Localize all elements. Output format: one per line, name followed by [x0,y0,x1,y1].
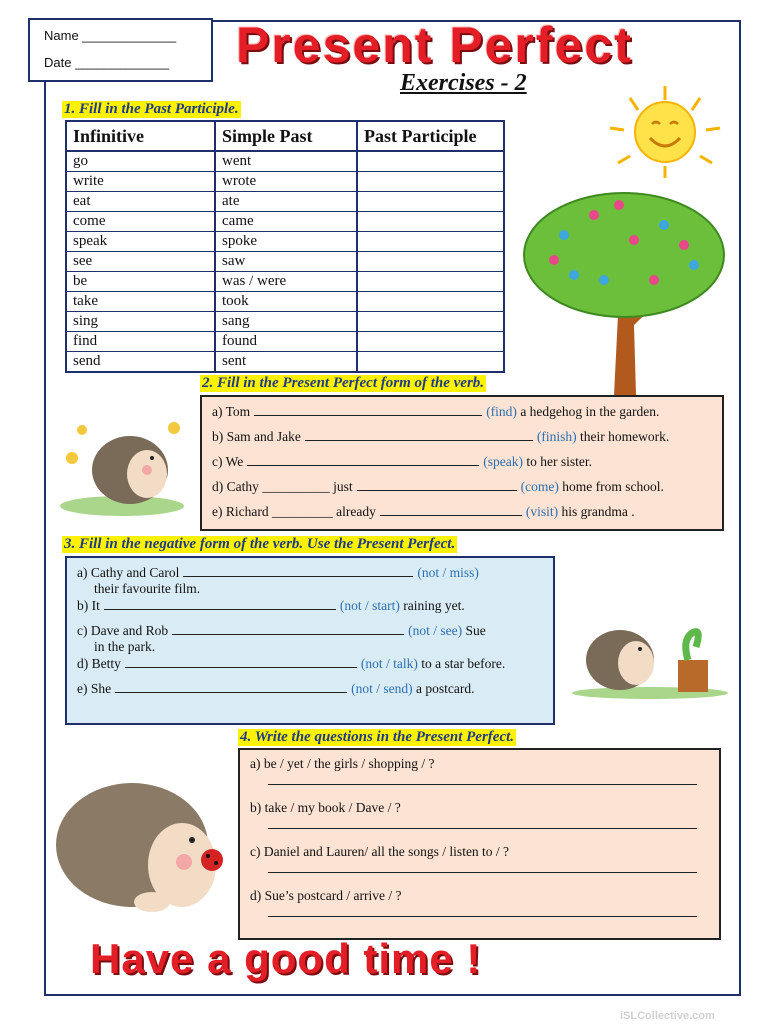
item-rest: to her sister. [523,454,593,469]
hedgehog-with-caterpillar-illustration [570,605,732,700]
item-rest: their homework. [576,429,670,444]
verb-hint: (not / start) [339,598,400,613]
item-continuation: in the park. [94,639,156,654]
answer-line[interactable] [268,916,697,917]
past-participle-answer-cell[interactable] [357,272,504,292]
question-item [250,888,709,932]
table-row [66,151,504,172]
date-field[interactable]: Date _____________ [44,55,170,70]
infinitive-cell: eat [66,192,215,212]
answer-blank[interactable] [254,403,482,416]
question-item [250,756,709,800]
verb-hint: (not / see) [408,623,463,638]
item-label: d) Cathy __________ just [212,479,353,494]
item-rest: a hedgehog in the garden. [516,404,660,419]
question-prompt: b) take / my book / Dave / ? [250,800,401,815]
item-label: a) Cathy and Carol [77,565,180,580]
table-header-row [66,121,504,151]
question-prompt: a) be / yet / the girls / shopping / ? [250,756,435,771]
infinitive-cell: be [66,272,215,292]
past-participle-answer-cell[interactable] [357,192,504,212]
column-header: Past Participle [357,121,504,151]
question-prompt: d) Sue’s postcard / arrive / ? [250,888,402,903]
past-participle-answer-cell[interactable] [357,332,504,352]
name-field[interactable]: Name _____________ [44,28,177,43]
section2-box [200,395,724,531]
item-label: b) Sam and Jake [212,429,301,444]
simple-past-cell: wrote [215,172,357,192]
table-row [66,192,504,212]
page-title: Present Perfect [236,17,633,73]
footer-message: Have a good time ! [90,935,482,982]
item-label: c) Dave and Rob [77,623,169,638]
past-participle-answer-cell[interactable] [357,172,504,192]
question-item [250,844,709,888]
verb-hint: (not / talk) [360,656,418,671]
verb-hint: (speak) [483,454,524,469]
answer-blank[interactable] [125,655,357,668]
column-header: Simple Past [215,121,357,151]
verb-hint: (not / miss) [417,565,479,580]
infinitive-cell: take [66,292,215,312]
table-row [66,332,504,352]
infinitive-cell: sing [66,312,215,332]
section3-box [65,556,555,725]
exercise-item [77,655,543,680]
section1-heading: 1. Fill in the Past Participle. [64,101,239,117]
exercise-item [212,403,712,428]
table-row [66,312,504,332]
exercise-item [212,428,712,453]
verb-hint: (come) [520,479,559,494]
site-watermark: iSLCollective.com [620,1010,715,1022]
past-participle-answer-cell[interactable] [357,292,504,312]
table-row [66,252,504,272]
exercise-item [77,597,543,622]
answer-line[interactable] [268,828,697,829]
simple-past-cell: found [215,332,357,352]
table-row [66,172,504,192]
column-header: Infinitive [66,121,215,151]
section4-heading: 4. Write the questions in the Present Perfect. [240,729,515,745]
exercise-item [77,622,543,655]
item-label: d) Betty [77,656,121,671]
simple-past-cell: saw [215,252,357,272]
past-participle-answer-cell[interactable] [357,252,504,272]
exercise-item [212,453,712,478]
simple-past-cell: took [215,292,357,312]
table-row [66,212,504,232]
infinitive-cell: find [66,332,215,352]
simple-past-cell: came [215,212,357,232]
simple-past-cell: went [215,151,357,172]
infinitive-cell: write [66,172,215,192]
section3-heading: 3. Fill in the negative form of the verb. Use the Present Perfect. [64,536,456,552]
past-participle-answer-cell[interactable] [357,151,504,172]
answer-blank[interactable] [172,622,404,635]
simple-past-cell: spoke [215,232,357,252]
past-participle-answer-cell[interactable] [357,312,504,332]
name-date-box [28,18,213,82]
simple-past-cell: ate [215,192,357,212]
table-row [66,292,504,312]
page-subtitle: Exercises - 2 [400,70,527,96]
answer-blank[interactable] [305,428,533,441]
infinitive-cell: speak [66,232,215,252]
question-prompt: c) Daniel and Lauren/ all the songs / listen to / ? [250,844,510,859]
item-rest: to a star before. [417,656,506,671]
infinitive-cell: see [66,252,215,272]
answer-line[interactable] [268,872,697,873]
table-row [66,352,504,373]
exercise-item [77,680,543,705]
hedgehog-with-ladybird-illustration [52,770,232,920]
item-label: c) We [212,454,244,469]
past-participle-answer-cell[interactable] [357,352,504,373]
exercise-item [212,503,712,528]
section4-box [238,748,721,940]
item-label: a) Tom [212,404,251,419]
item-rest: his grandma . [558,504,635,519]
verb-hint: (not / send) [351,681,413,696]
section2-heading: 2. Fill in the Present Perfect form of the verb. [202,375,485,391]
verb-hint: (visit) [525,504,559,519]
question-item [250,800,709,844]
answer-blank[interactable] [357,478,517,491]
verb-hint: (find) [486,404,517,419]
sun-illustration [600,78,730,188]
item-label: e) Richard _________ already [212,504,376,519]
simple-past-cell: sang [215,312,357,332]
hedgehog-with-flowers-illustration [52,408,192,518]
answer-blank[interactable] [115,680,347,693]
simple-past-cell: was / were [215,272,357,292]
item-rest: raining yet. [399,598,465,613]
exercise-item [212,478,712,503]
answer-blank[interactable] [247,453,479,466]
item-label: e) She [77,681,112,696]
verb-hint: (finish) [536,429,577,444]
table-row [66,232,504,252]
infinitive-cell: send [66,352,215,373]
infinitive-cell: go [66,151,215,172]
item-rest: a postcard. [412,681,475,696]
answer-blank[interactable] [380,503,522,516]
answer-line[interactable] [268,784,697,785]
table-row [66,272,504,292]
infinitive-cell: come [66,212,215,232]
answer-blank[interactable] [104,597,336,610]
past-participle-table [65,120,505,373]
tree-illustration [514,185,734,395]
simple-past-cell: sent [215,352,357,373]
item-rest: home from school. [558,479,664,494]
item-rest: Sue [462,623,486,638]
past-participle-answer-cell[interactable] [357,232,504,252]
answer-blank[interactable] [183,564,413,577]
item-continuation: their favourite film. [94,581,201,596]
past-participle-answer-cell[interactable] [357,212,504,232]
exercise-item [77,564,543,597]
item-label: b) It [77,598,100,613]
